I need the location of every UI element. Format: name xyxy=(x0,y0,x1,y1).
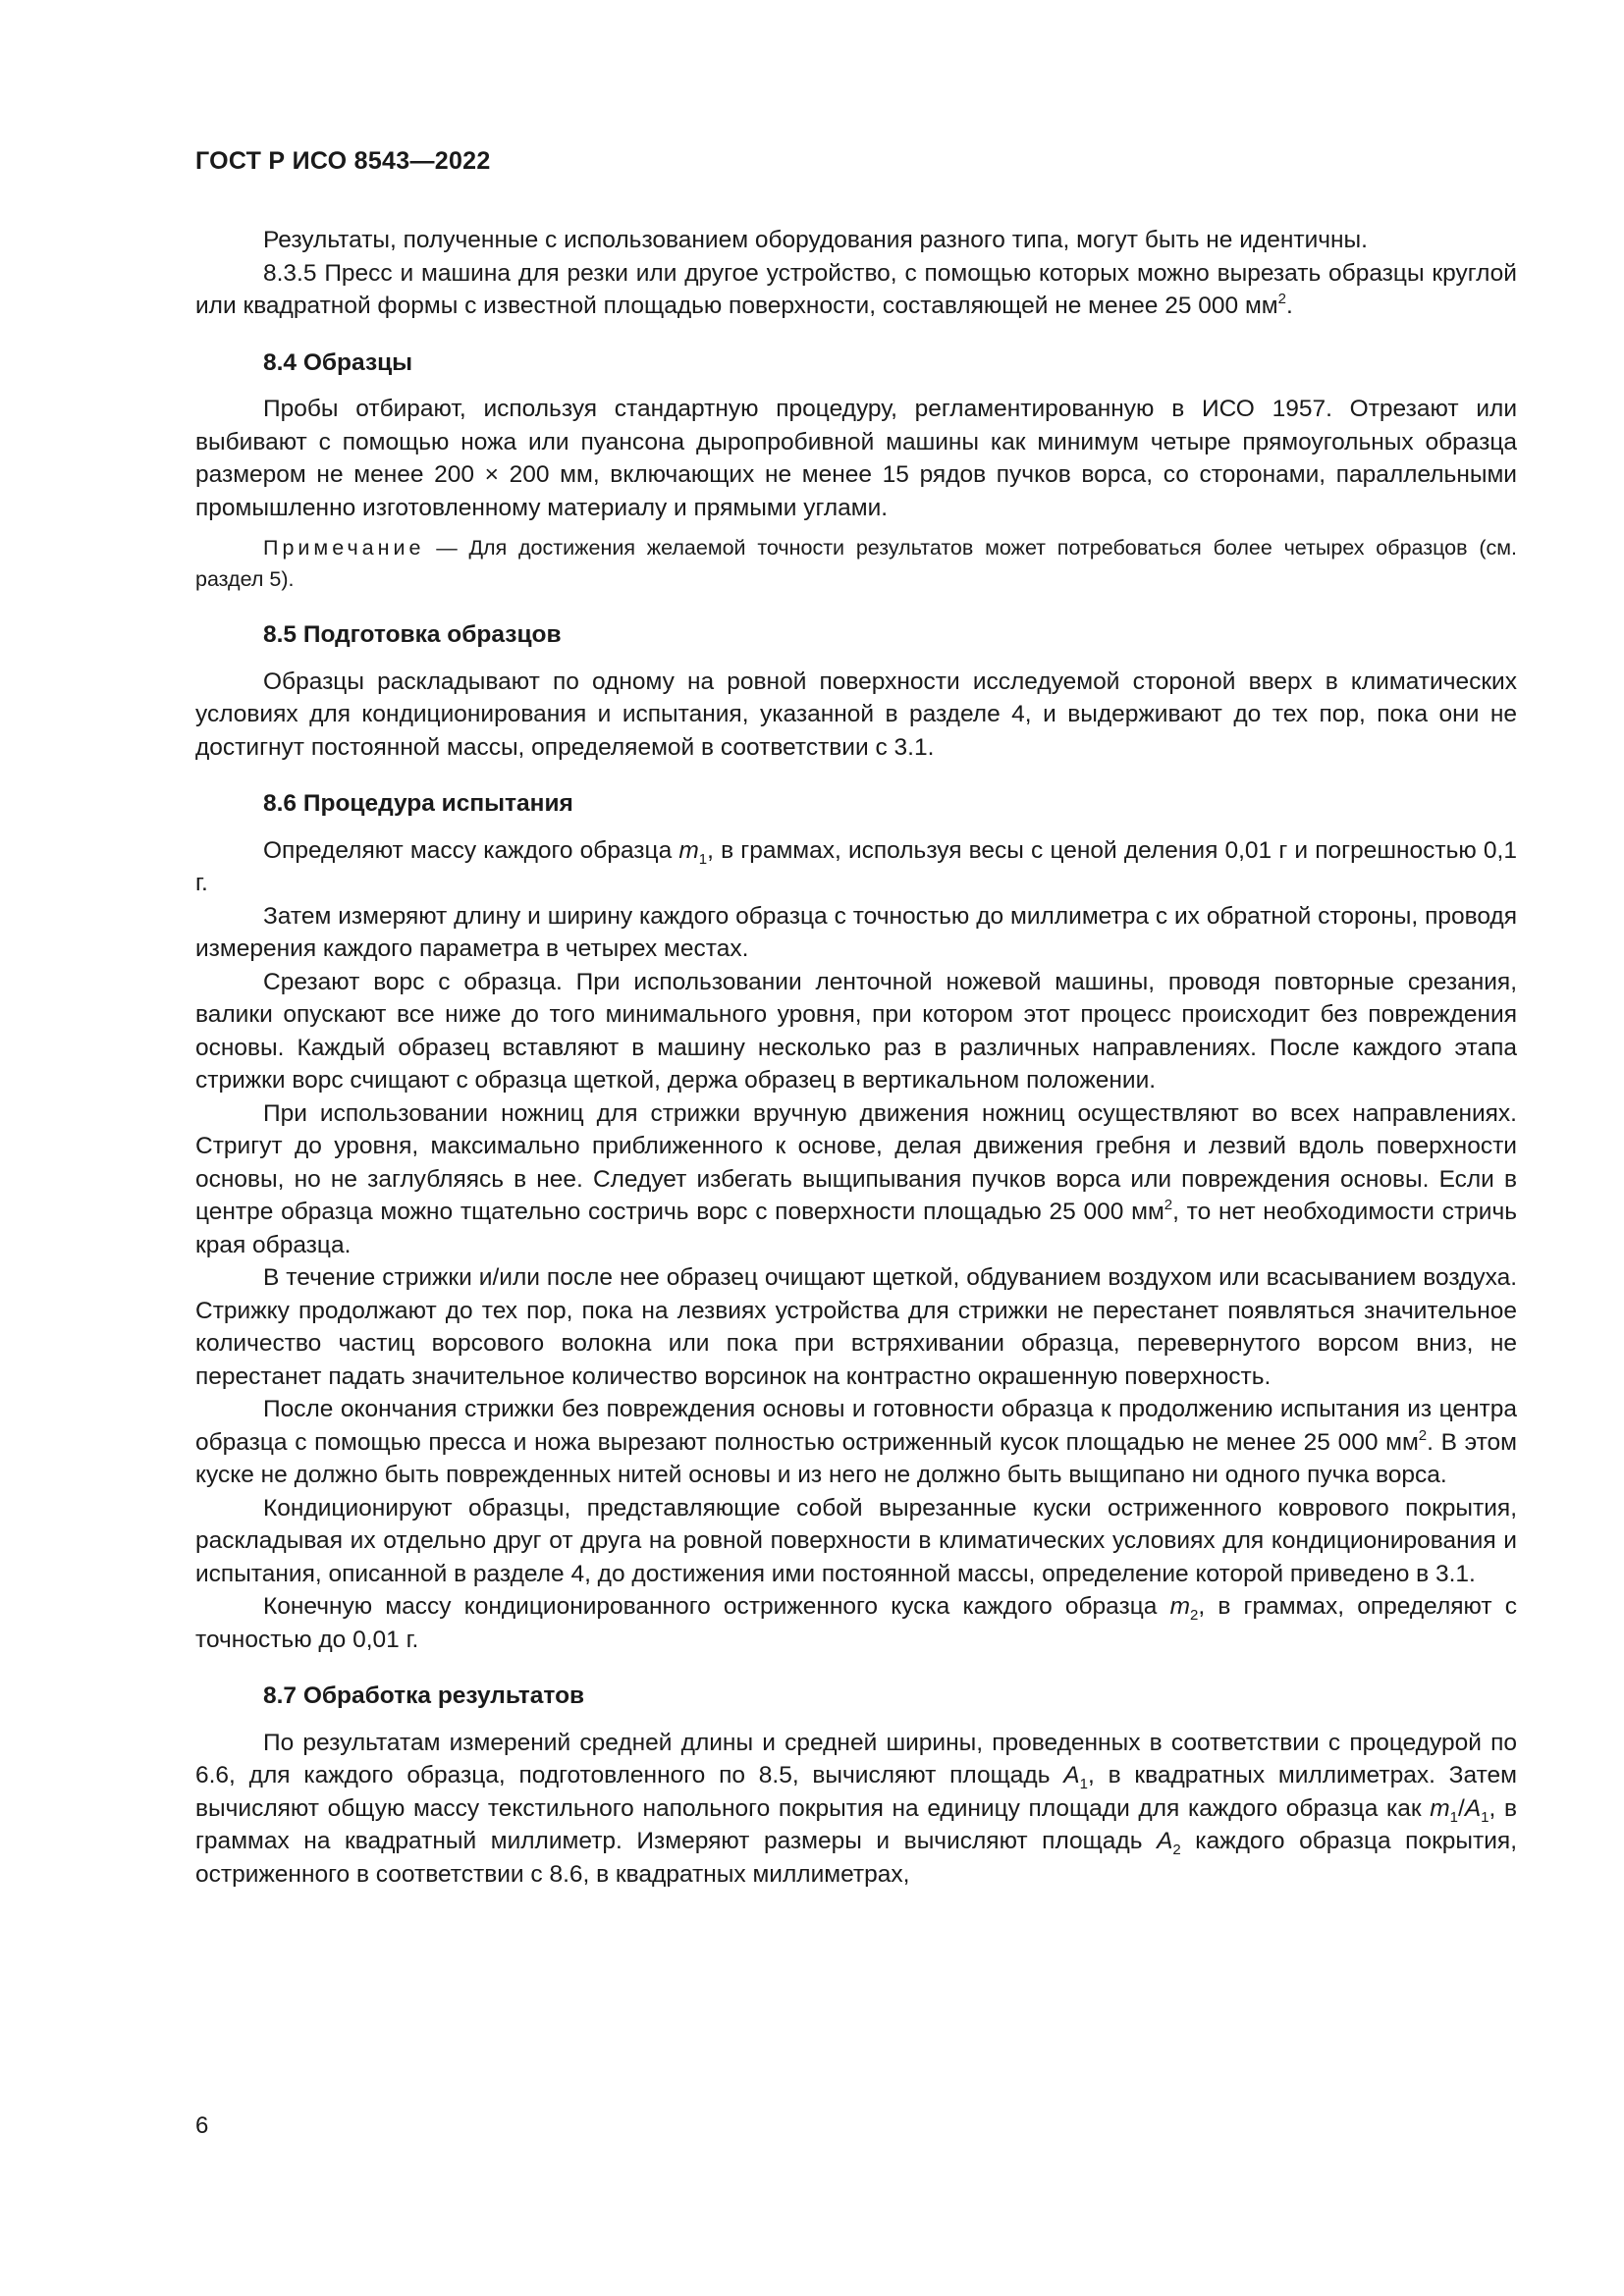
section-heading-8-7: 8.7 Обработка результатов xyxy=(263,1682,585,1709)
variable: A xyxy=(1157,1828,1173,1854)
text-run: каждого образца покрытия, остриженного в соответствии с 8.6, в квадратных миллиметрах, xyxy=(195,1828,1518,1888)
document-body xyxy=(195,224,1517,1891)
paragraph: Пробы отбирают, используя стандартную процедуру, регламентированную в ИСО 1957. Отрезают или выбивают с помощью ножа или пуансона дыропробивной машины как минимум четыре прямоугольных образца размером не менее 200 × 200 мм, включающих не менее 15 рядов пучков ворса, со сторонами, параллельными промышленно изготовленному материалу и прямыми углами. xyxy=(195,396,1517,521)
page-number: 6 xyxy=(195,2112,209,2139)
paragraph-8-3-5 xyxy=(195,257,1517,323)
subscript: 2 xyxy=(1190,1607,1199,1624)
text-run: Определяют массу каждого образца xyxy=(263,836,679,864)
section-heading-8-4: 8.4 Образцы xyxy=(263,348,413,376)
paragraph: Затем измеряют длину и ширину каждого образца с точностью до миллиметра с их обратной стороны, проводя измерения каждого параметра в четырех местах. xyxy=(195,902,1517,962)
subscript: 1 xyxy=(1449,1808,1459,1826)
text-run: . В этом куске не должно быть поврежденных нитей основы и из него не должно быть выщипано ни одного пучка ворса. xyxy=(195,1428,1517,1488)
variable: m xyxy=(1169,1593,1190,1620)
document-header: ГОСТ Р ИСО 8543—2022 xyxy=(195,147,491,175)
variable: m xyxy=(1430,1794,1450,1822)
paragraph xyxy=(195,1393,1517,1492)
text-run: При использовании ножниц для стрижки вручную движения ножниц осуществляют во всех направлениях. Стригут до уровня, максимально приближенного к основе, делая движения гребня и лезвий вдоль поверхности основы, но не заглубляясь в нее. Следует избегать выщипывания пучков ворса или повреждения основы. Если в центре образца можно тщательно состричь ворс с поверхности площадью 25 000 мм xyxy=(195,1099,1517,1225)
paragraph xyxy=(195,1727,1517,1892)
text-run: После окончания стрижки без повреждения основы и готовности образца к продолжению испытания из центра образца с помощью пресса и ножа вырезают полностью остриженный кусок площадью не менее 25 000 мм xyxy=(195,1396,1517,1456)
variable: m xyxy=(678,836,699,864)
text-run: , в квадратных миллиметрах. Затем вычисляют общую массу текстильного напольного покрытия на единицу площади для каждого образца как xyxy=(195,1762,1517,1822)
paragraph xyxy=(195,1097,1517,1262)
paragraph: В течение стрижки и/или после нее образец очищают щеткой, обдуванием воздухом или всасыванием воздуха. Стрижку продолжают до тех пор, пока на лезвиях устройства для стрижки не перестанет появляться значительное количество частиц ворсового волокна или пока при встряхивании образца, перевернутого ворсом вниз, не перестанет падать значительное количество ворсинок на контрастно окрашенную поверхность. xyxy=(195,1264,1517,1390)
fraction-slash: / xyxy=(1458,1794,1465,1822)
text-run: , в граммах, определяют с точностью до 0,01 г. xyxy=(195,1593,1517,1653)
section-heading-8-5: 8.5 Подготовка образцов xyxy=(263,621,562,648)
text-run: По результатам измерений средней длины и средней ширины, проведенных в соответствии с процедурой по 6.6, для каждого образца, подготовленного по 8.5, вычисляют площадь xyxy=(195,1729,1517,1789)
paragraph: Результаты, полученные с использованием оборудования разного типа, могут быть не идентичны. xyxy=(263,227,1368,253)
subscript: 1 xyxy=(1079,1776,1088,1792)
superscript: 2 xyxy=(1418,1426,1428,1444)
text-run: Конечную массу кондиционированного остриженного куска каждого образца xyxy=(263,1593,1170,1620)
paragraph xyxy=(195,1590,1517,1656)
text-run: 8.3.5 Пресс и машина для резки или другое устройство, с помощью которых можно вырезать образцы круглой или квадратной формы с известной площадью поверхности, составляющей не менее 25 000 мм xyxy=(195,259,1517,319)
section-heading-8-6: 8.6 Процедура испытания xyxy=(263,790,573,817)
paragraph: Образцы раскладывают по одному на ровной поверхности исследуемой стороной вверх в климатических условиях для кондиционирования и испытания, указанной в разделе 4, и выдерживают до тех пор, пока они не достигнут постоянной массы, определяемой в соответствии с 3.1. xyxy=(195,667,1517,761)
paragraph: Кондиционируют образцы, представляющие собой вырезанные куски остриженного коврового покрытия, раскладывая их отдельно друг от друга на ровной поверхности в климатических условиях для кондиционирования и испытания, описанной в разделе 4, до достижения ими постоянной массы, определение которой приведено в 3.1. xyxy=(195,1494,1517,1587)
text-run: , в граммах, используя весы с ценой деления 0,01 г и погрешностью 0,1 г. xyxy=(195,836,1517,896)
superscript: 2 xyxy=(1277,291,1286,307)
text-run: , в граммах на квадратный миллиметр. Измеряют размеры и вычисляют площадь xyxy=(195,1794,1517,1854)
paragraph xyxy=(195,834,1517,900)
subscript: 2 xyxy=(1172,1842,1181,1858)
text-run: , то нет необходимости стричь края образца. xyxy=(195,1199,1518,1258)
subscript: 1 xyxy=(1481,1808,1489,1826)
variable: A xyxy=(1464,1794,1482,1822)
note-text: — Для достижения желаемой точности результатов может потребоваться более четырех образцов (см. раздел 5). xyxy=(195,536,1517,591)
variable: A xyxy=(1063,1762,1080,1789)
text-run: . xyxy=(1286,293,1293,319)
paragraph: Срезают ворс с образца. При использовании ленточной ножевой машины, проводя повторные срезания, валики опускают все ниже до того минимального уровня, при котором этот процесс происходит без повреждения основы. Каждый образец вставляют в машину несколько раз в различных направлениях. После каждого этапа стрижки ворс счищают с образца щеткой, держа образец в вертикальном положении. xyxy=(195,968,1517,1094)
superscript: 2 xyxy=(1164,1197,1173,1213)
subscript: 1 xyxy=(698,850,708,868)
note xyxy=(195,532,1517,595)
note-label: Примечание xyxy=(263,536,425,560)
